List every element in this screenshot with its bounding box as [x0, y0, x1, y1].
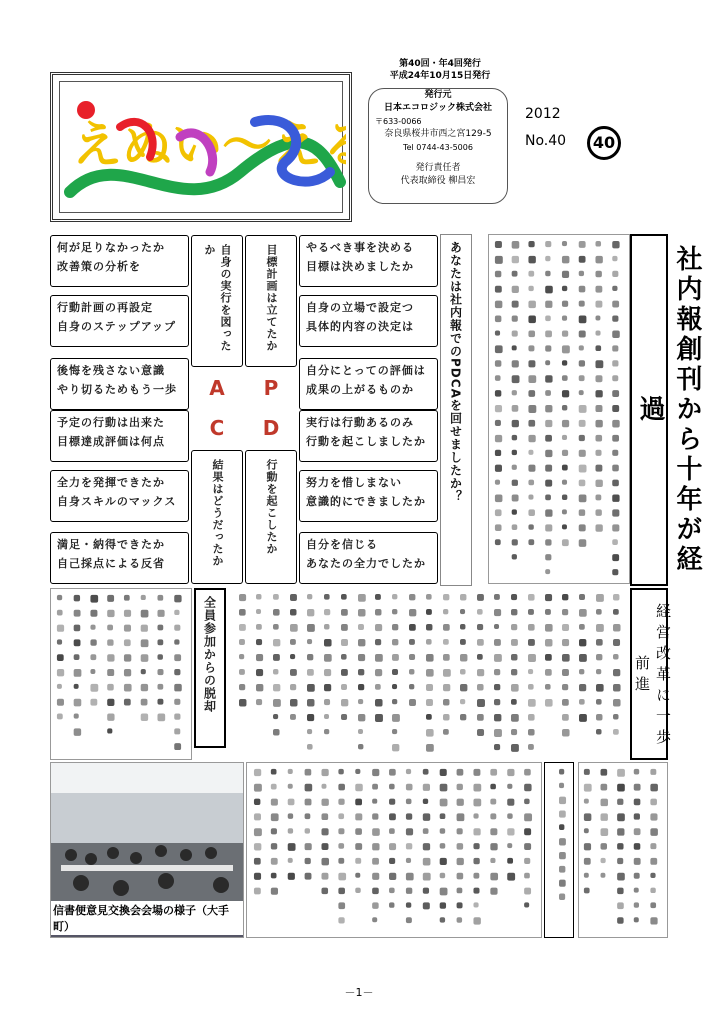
logo-inner [59, 81, 346, 213]
pdca-right-row-line: 目標は決めましたか [306, 260, 414, 273]
pdca-left-row-line: 自身のステップアップ [57, 320, 177, 333]
pdca-a-top-box [191, 235, 243, 367]
blurred-text-block [489, 235, 629, 583]
logo-text: えぬい〜える [72, 116, 346, 174]
pdca-left-row [50, 358, 189, 410]
blurred-text-block [51, 589, 191, 759]
issue-count: 第40回・年4回発行 [399, 59, 481, 69]
pdca-left-row [50, 470, 189, 522]
article-left-text [50, 588, 192, 760]
pdca-left-row-line: 自己採点による反省 [57, 557, 165, 570]
section-label-box [194, 588, 226, 748]
pdca-left-row-line: 目標達成評価は何点 [57, 435, 165, 448]
pdca-p-bottom-box [245, 450, 297, 584]
pdca-left-row-line: 改善策の分析を [57, 260, 141, 273]
pdca-letter-d: D [262, 416, 280, 440]
headline-box [630, 234, 702, 586]
pdca-left-row [50, 410, 189, 462]
pdca-letter-c: C [209, 416, 225, 440]
pdca-letter-p: P [263, 376, 279, 400]
pdca-question-text: あなたは社内報でのPDCAを回せましたか？ [448, 241, 463, 503]
publisher-header [360, 58, 520, 82]
pdca-right-row-line: 自分を信じる [306, 538, 378, 551]
pdca-question-box [440, 234, 472, 586]
pdca-right-row-line: あなたの全力でしたか [306, 557, 426, 570]
publisher-label: 発行元 [424, 90, 452, 100]
pdca-p-top-box [245, 235, 297, 367]
pdca-right-row [299, 470, 438, 522]
pdca-a-top-text: 自身の実行を図ったか [203, 244, 232, 352]
pdca-left-row [50, 532, 189, 584]
pdca-right-row [299, 358, 438, 410]
publisher-postal: 〒633-0066 [375, 117, 422, 126]
section-label: 全員参加からの脱却 [202, 596, 217, 713]
publisher-company: 日本エコロジック株式会社 [383, 103, 492, 113]
issue-year: 2012 [525, 106, 561, 122]
logo-art [60, 82, 346, 216]
pdca-right-row-line: 実行は行動あるのみ [306, 416, 414, 429]
page-number: －1－ [344, 986, 374, 999]
article-body-text [230, 588, 630, 760]
pdca-left-row [50, 235, 189, 287]
article-bottom-text [246, 762, 542, 938]
issue-badge: 40 [587, 126, 621, 160]
pdca-letter-a: A [209, 376, 225, 400]
issue-number: No.40 [525, 133, 567, 149]
pdca-p-top-text: 目標計画は立てたか [265, 244, 278, 352]
meeting-photo [50, 762, 244, 938]
headline-title: 社内報創刊から十年が経過 [635, 245, 702, 575]
article-end-text [578, 762, 668, 938]
pdca-right-row-line: 行動を起こしましたか [306, 435, 426, 448]
blurred-text-block [545, 763, 573, 937]
publisher-tel: Tel 0744-43-5006 [403, 143, 473, 152]
pdca-right-row-line: 具体的内容の決定は [306, 320, 414, 333]
pdca-p-bottom-text: 行動を起こしたか [265, 459, 278, 555]
meeting-photo-image [51, 763, 243, 913]
pdca-left-row-line: 行動計画の再設定 [57, 301, 153, 314]
article-lead-text [488, 234, 630, 584]
pdca-a-bottom-text: 結果はどうだったか [211, 459, 224, 567]
pdca-left-row-line: 後悔を残さない意識 [57, 364, 165, 377]
pdca-left-row-line: 満足・納得できたか [57, 538, 165, 551]
subtitle-box [630, 588, 672, 760]
publisher-box [368, 88, 508, 204]
responsible-label: 発行責任者 [415, 163, 461, 173]
responsible-name: 代表取締役 柳昌宏 [400, 176, 476, 186]
headline-subtitle: 経営改革に一歩前進 [633, 602, 672, 750]
pdca-left-row-line: 予定の行動は出来た [57, 416, 165, 429]
pdca-right-row-line: やるべき事を決める [306, 241, 414, 254]
pdca-right-row [299, 235, 438, 287]
pdca-left-row-line: 何が足りなかったか [57, 241, 165, 254]
pdca-right-row [299, 295, 438, 347]
side-note-box [544, 762, 574, 938]
pdca-left-row [50, 295, 189, 347]
pdca-left-row-line: 自身スキルのマックス [57, 495, 177, 508]
pdca-right-row-line: 成果の上がるものか [306, 383, 414, 396]
pdca-right-row [299, 532, 438, 584]
blurred-text-block [230, 588, 630, 760]
publisher-address: 奈良県桜井市西之宮129-5 [384, 129, 492, 139]
pdca-right-row [299, 410, 438, 462]
logo-frame [50, 72, 352, 222]
pdca-a-bottom-box [191, 450, 243, 584]
pdca-left-row-line: やり切るためもう一歩 [57, 383, 177, 396]
pdca-right-row-line: 意識的にできましたか [306, 495, 426, 508]
blurred-text-block [247, 763, 541, 937]
photo-caption: 信書便意見交換会会場の様子（大手町） [51, 901, 243, 935]
pdca-right-row-line: 自身の立場で設定つ [306, 301, 414, 314]
pdca-right-row-line: 自分にとっての評価は [306, 364, 426, 377]
issue-date: 平成24年10月15日発行 [389, 71, 491, 81]
blurred-text-block [579, 763, 667, 937]
pdca-right-row-line: 努力を惜しまない [306, 476, 402, 489]
pdca-left-row-line: 全力を発揮できたか [57, 476, 165, 489]
